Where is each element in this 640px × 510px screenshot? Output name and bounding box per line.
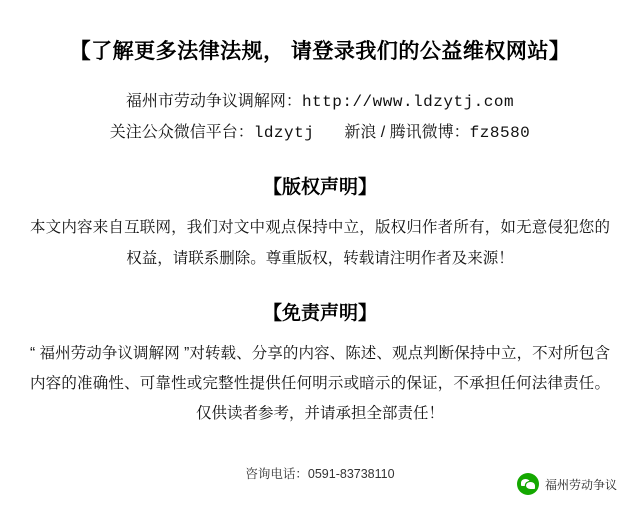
weibo-label: 新浪 / 腾讯微博：	[344, 123, 470, 141]
website-url: http://www.ldzytj.com	[301, 93, 515, 112]
website-label: 福州市劳动争议调解网：	[125, 93, 302, 111]
disclaimer-body: “ 福州劳动争议调解网 ”对转载、分享的内容、陈述、观点判断保持中立，不对所包含内容的准确性、可靠性或完整性提供任何明示或暗示的保证，不承担任何法律责任。仅供读者参考，并请承担全部责任！	[30, 344, 610, 423]
footer-phone: 咨询电话：0591-83738110	[245, 467, 395, 481]
weibo-id: fz8580	[469, 123, 531, 142]
copyright-title: 【版权声明】	[262, 177, 377, 199]
disclaimer-title: 【免责声明】	[262, 302, 377, 324]
document-page	[0, 38, 640, 510]
contact-block	[26, 87, 614, 148]
wechat-id: ldzytj	[253, 123, 315, 142]
wechat-account-badge	[513, 470, 624, 498]
wechat-account-name: 福州劳动争议	[544, 477, 617, 492]
social-line	[26, 118, 614, 149]
copyright-body: 本文内容来自互联网，我们对文中观点保持中立，版权归作者所有，如无意侵犯您的权益，请联系删除。尊重版权，转载请注明作者及来源！	[30, 219, 610, 267]
website-line	[26, 87, 614, 118]
page-title: 【了解更多法律法规， 请登录我们的公益维权网站】	[69, 40, 571, 63]
wechat-icon	[517, 473, 539, 495]
wechat-label: 关注公众微信平台：	[109, 123, 254, 141]
